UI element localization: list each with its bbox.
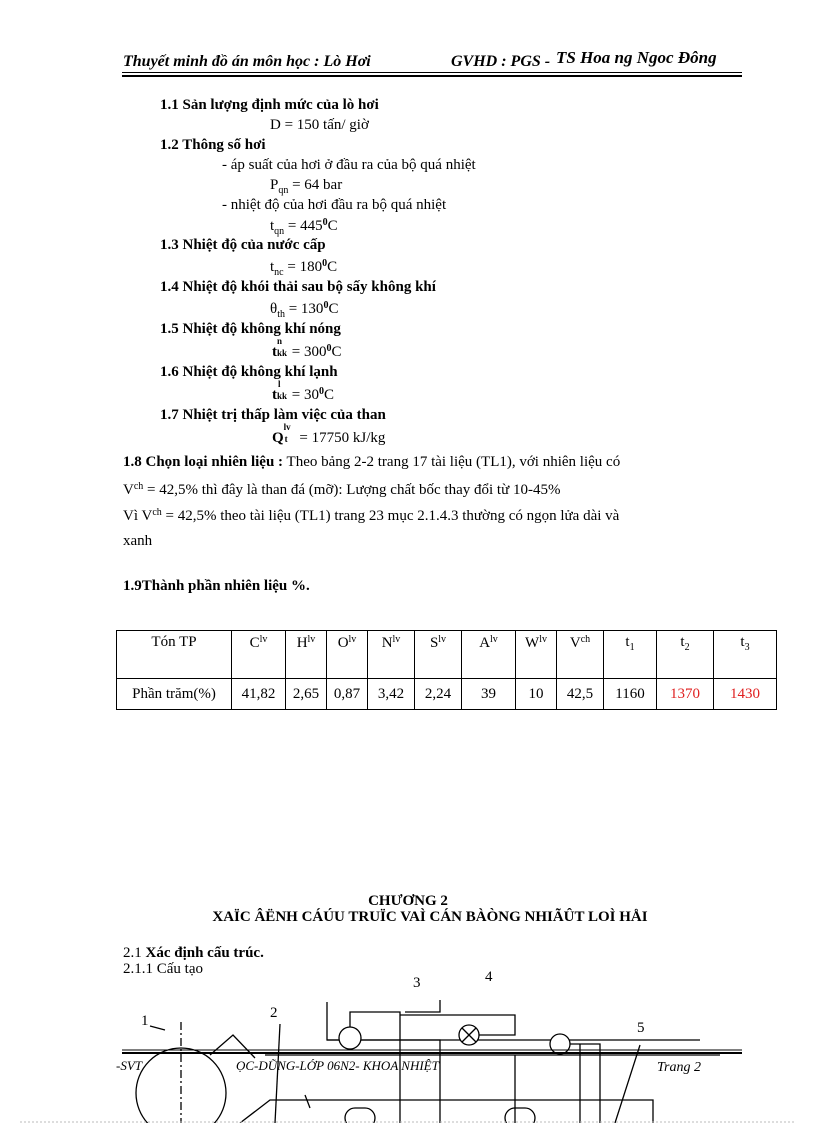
table-cell: 10 — [516, 679, 557, 710]
diagram-label-1: 1 — [141, 1013, 149, 1029]
table-header-cell: $C^{lv}$ — [232, 631, 286, 679]
section-1-8-line1: 1.8 Chọn loại nhiên liệu : Theo bảng 2-2 trang 17 tài liệu (TL1), với nhiên liệu có — [123, 454, 621, 470]
table-header-cell: $A^{lv}$ — [462, 631, 516, 679]
section-1-4-title: 1.4 Nhiệt độ khói thải sau bộ sấy không khí — [160, 279, 436, 295]
table-cell: 41,82 — [232, 679, 286, 710]
table-cell: 1160 — [604, 679, 657, 710]
table-header-cell: $S^{lv}$ — [415, 631, 462, 679]
table-header-cell: $V^{ch}$ — [557, 631, 604, 679]
table-header-cell: Tón TP — [117, 631, 232, 679]
section-1-6-title: 1.6 Nhiệt độ không khí lạnh — [160, 364, 338, 380]
table-header-cell: $N^{lv}$ — [368, 631, 415, 679]
valve-shape — [339, 1027, 361, 1049]
section-1-1-value: D = 150 tấn/ giờ — [270, 117, 369, 133]
temperature-formula: $t_{qn} = 445^0C$ — [270, 217, 338, 237]
section-1-5-title: 1.5 Nhiệt độ không khí nóng — [160, 321, 341, 337]
table-header-cell: $H^{lv}$ — [286, 631, 327, 679]
table-cell-highlight: 1370 — [657, 679, 714, 710]
header-supervisor-prefix: GVHD : PGS - — [451, 53, 551, 70]
table-cell: 2,24 — [415, 679, 462, 710]
pump-shape — [550, 1034, 570, 1054]
table-header-cell: $t_3$ — [714, 631, 777, 679]
section-1-3-title: 1.3 Nhiệt độ của nước cấp — [160, 237, 326, 253]
table-header-cell: $t_1$ — [604, 631, 657, 679]
footer-student: -SVT — [116, 1058, 142, 1073]
table-cell: 0,87 — [327, 679, 368, 710]
section-1-8-line2: $V^{ch} = 42,5\%$ thì đây là than đá (mỡ): Lượng chất bốc thay đổi từ 10-45% — [123, 481, 561, 498]
section-1-2-title: 1.2 Thông số hơi — [160, 137, 266, 153]
footer-page: Trang 2 — [657, 1060, 701, 1075]
diagram-label-2: 2 — [270, 1005, 278, 1021]
chapter-label: CHƯƠNG 2 — [368, 893, 448, 909]
table-cell: 2,65 — [286, 679, 327, 710]
section-1-8-line3: Vì $V^{ch} = 42,5\%$ theo tài liệu (TL1) trang 23 mục 2.1.4.3 thường có ngọn lửa dài và — [123, 507, 620, 524]
chapter-title: XAÏC ÂËNH CÁÚU TRUÏC VAÌ CÁN BÀÒNG NHIÃÛT LOÌ HÅI — [212, 909, 648, 925]
flue-gas-formula: $\theta_{th} = 130^0C$ — [270, 300, 339, 320]
feedwater-formula: $t_{nc} = 180^0C$ — [270, 258, 338, 278]
diagram-label-5: 5 — [637, 1020, 645, 1036]
hot-air-formula: t n kk = $300^0C$ — [272, 336, 342, 360]
footer-class: ỌC-DŨNG-LỚP 06N2- KHOA NHIỆT — [236, 1058, 439, 1073]
section-2-1-1-title: 2.1.1 Cấu tạo — [123, 961, 203, 977]
section-2-1-title: 2.1 Xác định cấu trúc. — [123, 945, 264, 961]
diagram-label-4: 4 — [485, 969, 493, 985]
section-1-7-title: 1.7 Nhiệt trị thấp làm việc của than — [160, 407, 386, 423]
diagram-label-3: 3 — [413, 975, 421, 991]
table-header-cell: $O^{lv}$ — [327, 631, 368, 679]
table-cell: 42,5 — [557, 679, 604, 710]
pressure-formula: $P_{qn} = 64$ bar — [270, 177, 343, 196]
table-cell-highlight: 1430 — [714, 679, 777, 710]
section-1-9-title: 1.9Thành phần nhiên liệu %. — [123, 578, 310, 594]
section-1-2-item1: - áp suất của hơi ở đầu ra của bộ quá nhiệt — [222, 157, 476, 173]
table-cell: 3,42 — [368, 679, 415, 710]
section-1-2-item2: - nhiệt độ của hơi đầu ra bộ quá nhiệt — [222, 197, 447, 213]
header-title: Thuyết minh đồ án môn học : Lò Hơi — [123, 53, 371, 70]
heating-value-formula: Q lv t = 17750 kJ/kg — [272, 422, 386, 446]
section-1-1-title: 1.1 Sản lượng định mức của lò hơi — [160, 97, 379, 113]
table-cell: 39 — [462, 679, 516, 710]
table-header-cell: $W^{lv}$ — [516, 631, 557, 679]
table-header-cell: $t_2$ — [657, 631, 714, 679]
table-cell: Phần trăm(%) — [117, 679, 232, 710]
cold-air-formula: t l kk = $30^0C$ — [272, 379, 334, 403]
header-supervisor-name: TS Hoa ng Ngoc Đông — [556, 48, 717, 67]
section-1-8-line4: xanh — [123, 533, 153, 549]
